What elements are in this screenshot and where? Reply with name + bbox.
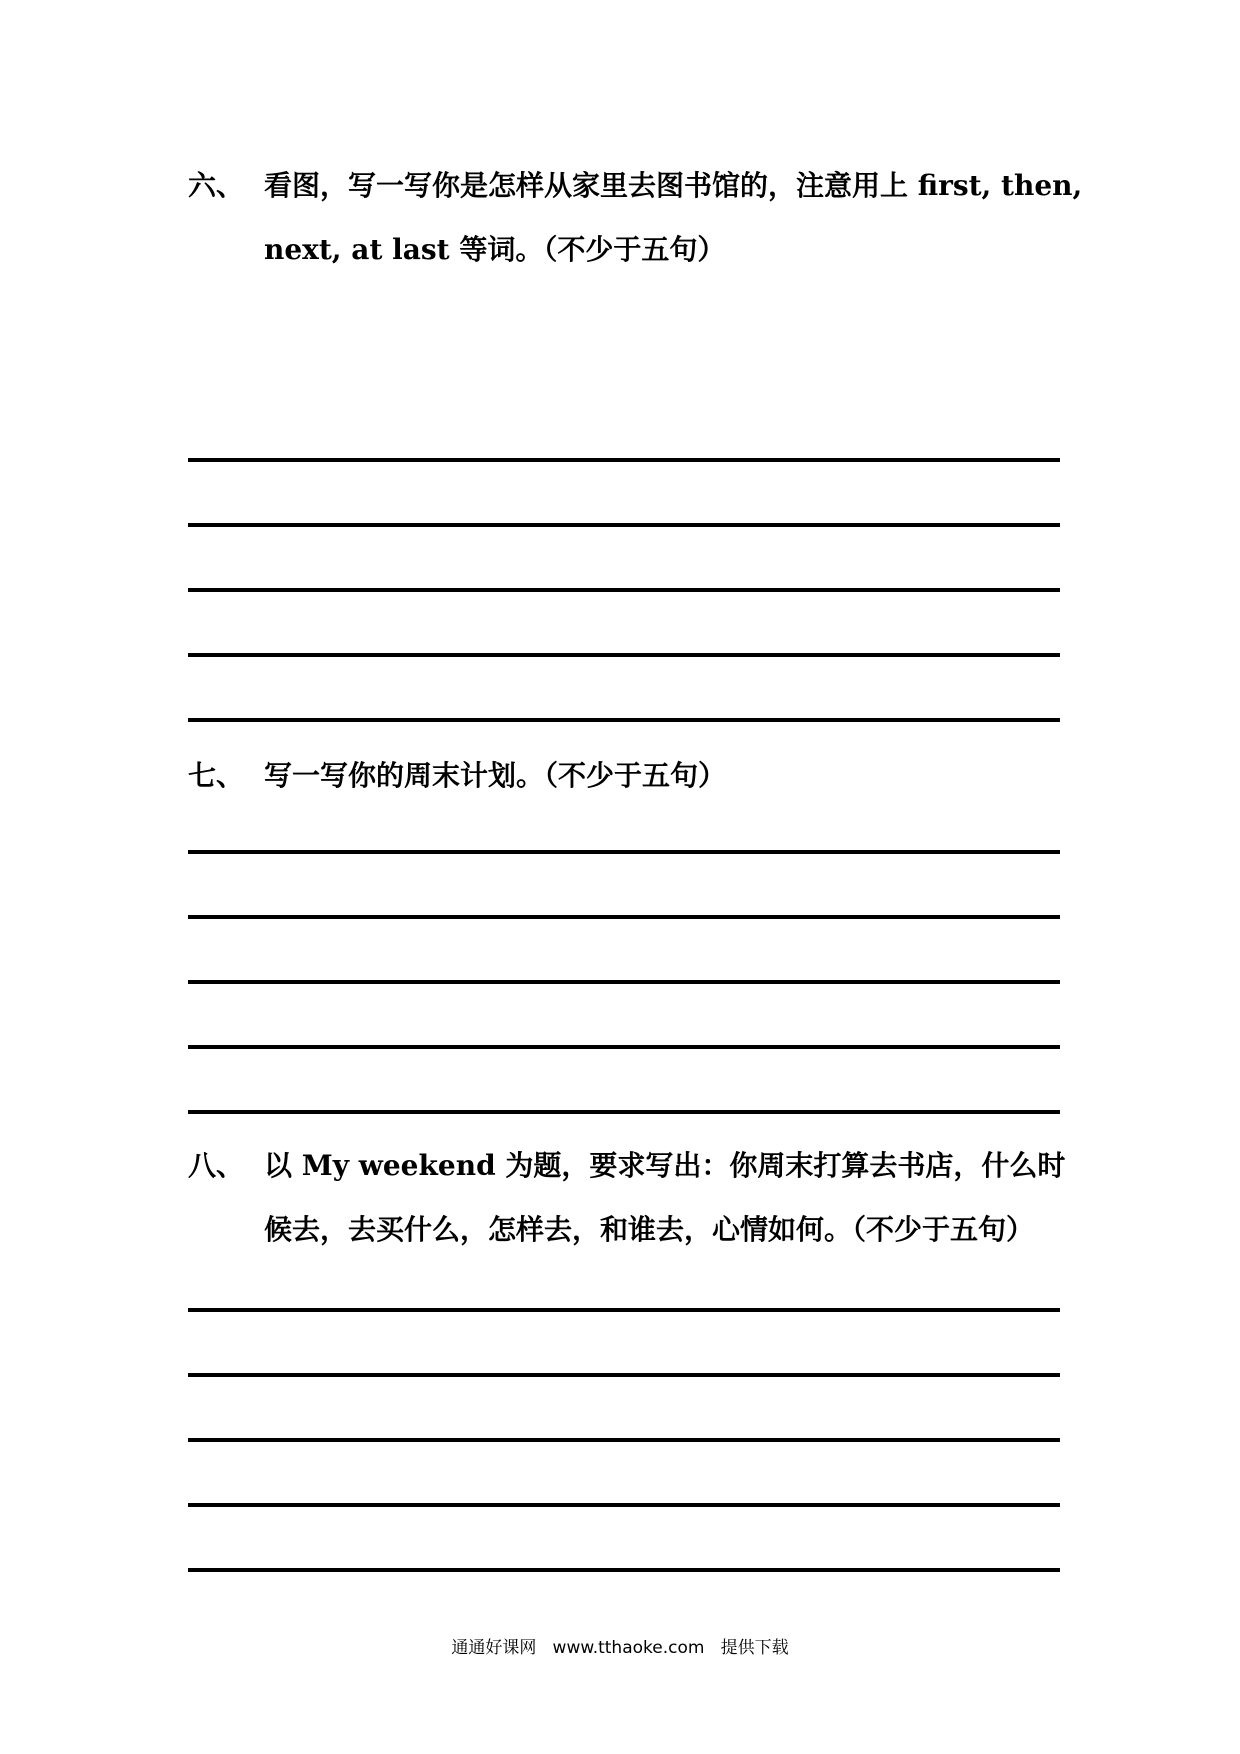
section-8-writing-line[interactable] <box>188 1373 1060 1377</box>
section-8-writing-line[interactable] <box>188 1503 1060 1507</box>
section-8-writing-line[interactable] <box>188 1438 1060 1442</box>
section-7-writing-line[interactable] <box>188 980 1060 984</box>
footer-url: www.tthaoke.com <box>552 1638 705 1658</box>
section-8-prompt-line-2: 候去，去买什么，怎样去，和谁去，心情如何。（不少于五句） <box>264 1213 1035 1246</box>
section-6-writing-line[interactable] <box>188 523 1060 527</box>
section-7-prompt-line-1: 写一写你的周末计划。（不少于五句） <box>264 759 727 792</box>
footer-action: 提供下载 <box>720 1638 789 1658</box>
section-8-prompt-line-1: 以 My weekend 为题，要求写出：你周末打算去书店，什么时 <box>264 1149 1066 1182</box>
page-footer <box>0 1636 1240 1660</box>
section-6-prompt-line-1: 看图，写一写你是怎样从家里去图书馆的，注意用上 first, then, <box>264 169 1083 202</box>
section-8-writing-line[interactable] <box>188 1568 1060 1572</box>
section-6-writing-line[interactable] <box>188 718 1060 722</box>
section-6-writing-line[interactable] <box>188 588 1060 592</box>
section-6-prompt-line-2: next, at last 等词。（不少于五句） <box>264 233 726 266</box>
section-7-number: 七、 <box>188 759 245 792</box>
section-7-writing-line[interactable] <box>188 915 1060 919</box>
section-6-writing-line[interactable] <box>188 458 1060 462</box>
section-8-number: 八、 <box>188 1149 245 1182</box>
section-8-writing-line[interactable] <box>188 1308 1060 1312</box>
section-7-writing-line[interactable] <box>188 850 1060 854</box>
footer-site-name: 通通好课网 <box>451 1638 537 1658</box>
section-6-writing-line[interactable] <box>188 653 1060 657</box>
section-7-writing-line[interactable] <box>188 1045 1060 1049</box>
section-7-writing-line[interactable] <box>188 1110 1060 1114</box>
section-6-number: 六、 <box>188 169 245 202</box>
